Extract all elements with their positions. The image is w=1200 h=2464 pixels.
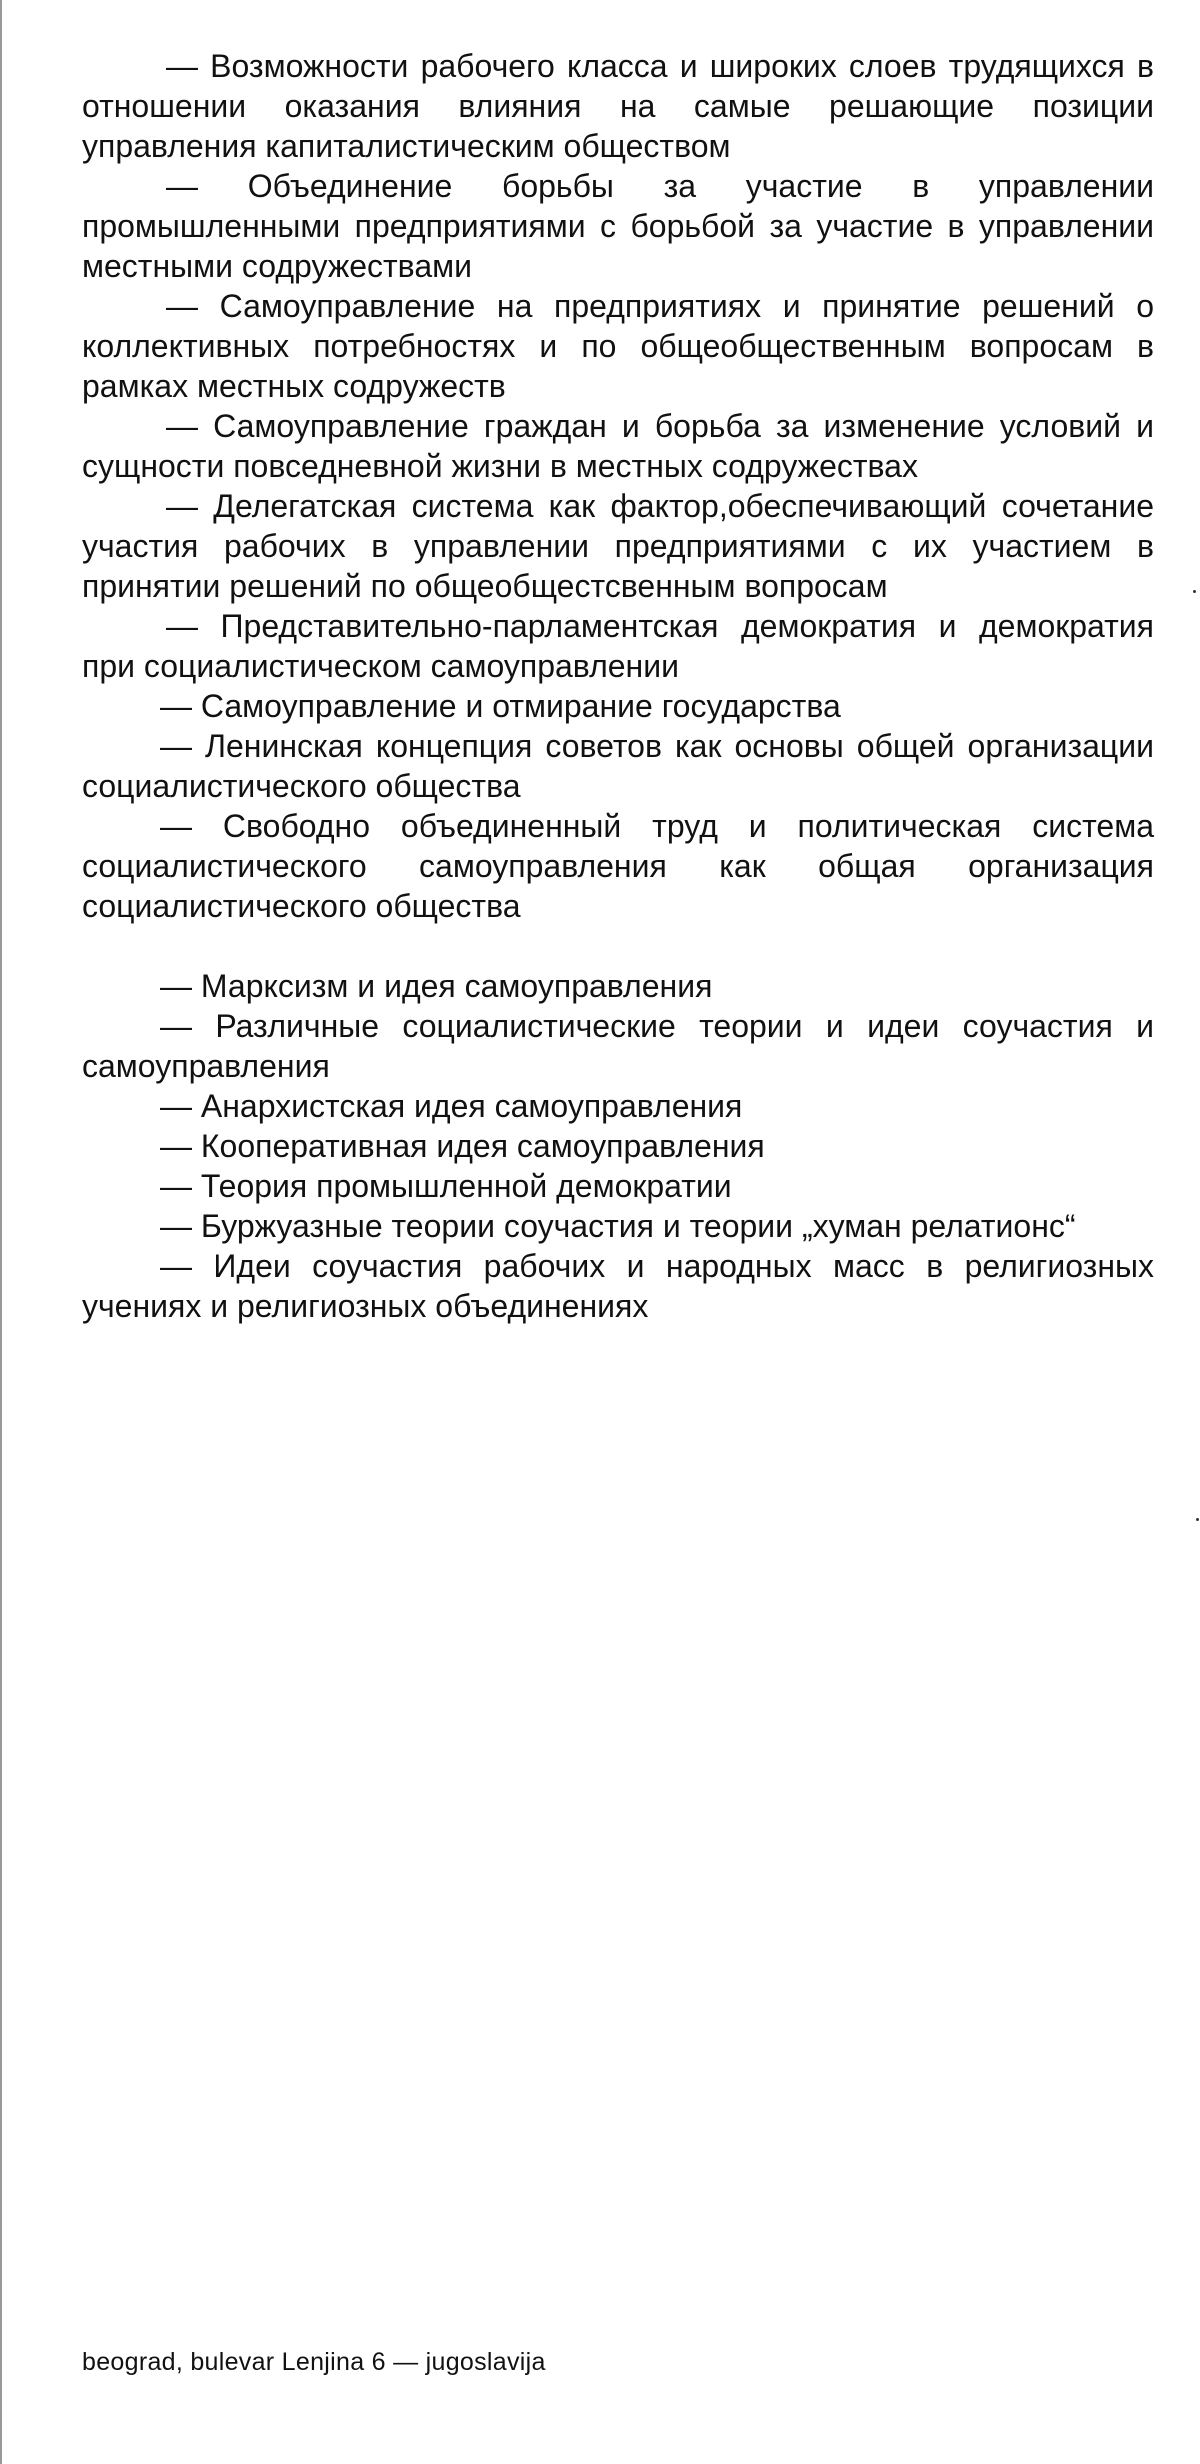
list-item: — Идеи соучастия рабочих и народных масс в религиозных учениях и религиозных объединениях <box>82 1248 1154 1324</box>
list-item: — Объединение борьбы за участие в управлении промышленными предприятиями с борьбой за участие в управлении местными содружествами <box>82 168 1154 284</box>
list-item: — Делегатская система как фактор,обеспечивающий сочетание участия рабочих в управлении предприятиями с их участием в принятии решений по общеобщестсвенным вопросам <box>82 488 1154 604</box>
list-item: — Возможности рабочего класса и широких слоев трудящихся в отношении оказания влияния на самые решающие позиции управления капиталистическим обществом <box>82 48 1154 164</box>
page-text <box>82 46 1154 1326</box>
list-item: — Кооперативная идея самоуправления <box>160 1128 765 1164</box>
list-item: — Буржуазные теории соучастия и теории „хуман релатионс“ <box>160 1208 1076 1244</box>
page-edge-rule <box>0 0 2 2464</box>
scan-speck <box>1193 590 1196 593</box>
list-item: — Самоуправление граждан и борьба за изменение условий и сущности повседневной жизни в местных содружествах <box>82 408 1154 484</box>
section-gap <box>82 926 1154 966</box>
list-item: — Самоуправление и отмирание государства <box>160 688 841 724</box>
list-item: — Ленинская концепция советов как основы общей организации социалистического общества <box>82 728 1154 804</box>
list-item: — Анархистская идея самоуправления <box>160 1088 743 1124</box>
list-item: — Представительно-парламентская демократия и демократия при социалистическом самоуправлении <box>82 608 1154 684</box>
list-item: — Свободно объединенный труд и политическая система социалистического самоуправления как общая организация социалистического общества <box>82 808 1154 924</box>
topics-list-2 <box>82 966 1154 1326</box>
topics-list-1 <box>82 46 1154 926</box>
footer-address: beograd, bulevar Lenjina 6 — jugoslavija <box>82 2348 546 2376</box>
scan-speck <box>1196 1518 1199 1521</box>
list-item: — Теория промышленной демократии <box>160 1168 732 1204</box>
list-item: — Марксизм и идея самоуправления <box>160 968 713 1004</box>
list-item: — Различные социалистические теории и идеи соучастия и самоуправления <box>82 1008 1154 1084</box>
list-item: — Самоуправление на предприятиях и принятие решений о коллективных потребностях и по общеобщественным вопросам в рамках местных содружеств <box>82 288 1154 404</box>
